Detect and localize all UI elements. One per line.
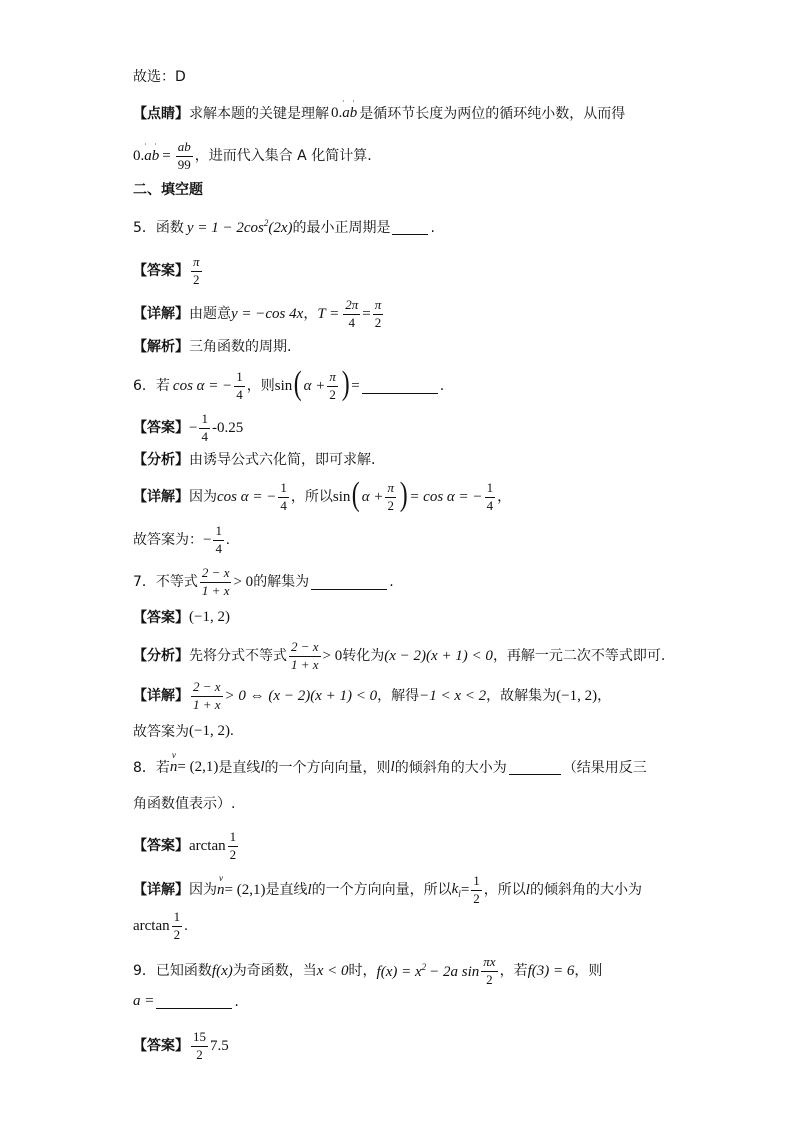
fraction-inequality: $\frac{2 - x}{1 + x}$ <box>201 565 230 598</box>
q6-period: . <box>439 378 445 395</box>
q8-detail-text-2: 的一个方向向量，所以 <box>311 882 452 899</box>
q6-sin: sin <box>274 377 293 394</box>
repeating-decimal-2: 0. · · ab <box>133 139 160 164</box>
q9-formula: $f(x) = x^2 - 2a$ sin <box>376 961 480 980</box>
question-7 <box>133 566 733 599</box>
q5-answer-fraction: $\frac{\pi}{2}$ <box>193 254 200 287</box>
fraction-ab-99: $\frac{ab}{99}$ <box>177 139 191 172</box>
q7-interval: (−1, 2) <box>556 687 598 704</box>
q8-text-5: 角函数值表示）. <box>133 796 236 812</box>
q8-detail-line-2 <box>133 910 733 943</box>
q7-answer-interval: (−1, 2) <box>189 609 230 625</box>
q7-quadratic: (x − 2)(x + 1) < 0 <box>384 647 493 664</box>
question-9 <box>133 955 733 988</box>
equals-sign: = <box>460 881 470 898</box>
q6-final-line <box>133 524 733 557</box>
q6-detail-because: 因为 <box>189 489 217 506</box>
final-answer-label: 故答案为： <box>133 532 203 549</box>
q7-analysis-text-2: ，再解一元二次不等式即可. <box>492 648 666 665</box>
analysis-tag: 【分析】 <box>133 452 189 468</box>
fraction-2pi-4: $\frac{2\pi}{4}$ <box>345 297 359 330</box>
q5-analysis-text: 三角函数的周期. <box>189 339 292 355</box>
conclusion-line <box>133 70 733 84</box>
fraction-pix-2: $\frac{\pi x}{2}$ <box>483 954 496 987</box>
q8-text-4: （结果用反三 <box>562 759 647 776</box>
answer-tag: 【答案】 <box>133 1038 189 1055</box>
q8-detail-text-1: 是直线 <box>265 882 308 899</box>
q7-analysis-text: 先将分式不等式 <box>189 648 287 665</box>
vector-n: v n <box>217 872 225 898</box>
section-heading: 二、填空题 <box>133 182 203 198</box>
q7-text: 的解集为 <box>253 574 310 591</box>
q8-text-1: 是直线 <box>218 759 261 776</box>
q9-text-1: 为奇函数，当 <box>232 963 317 980</box>
q7-answer-blank <box>311 575 387 590</box>
fraction-1-2: $\frac{1}{2}$ <box>173 909 181 942</box>
question-9-cont <box>133 994 733 1009</box>
q8-detail-vector-value: = (2,1) <box>224 881 266 898</box>
q8-number: 8．若 <box>133 759 170 776</box>
left-paren: ( <box>294 365 302 403</box>
line-l: l <box>390 759 395 775</box>
fraction-pi-2: $\frac{\pi}{2}$ <box>374 297 382 330</box>
q7-analysis-line <box>133 640 733 673</box>
equals-sign: = <box>351 377 360 394</box>
q6-detail-result: = cos α = − <box>409 488 483 505</box>
equals-sign: = <box>162 147 171 164</box>
q8-vector-value: = (2,1) <box>177 759 219 775</box>
q7-final-line <box>133 724 733 739</box>
q5-detail-text: 由题意 <box>189 306 231 323</box>
question-5 <box>133 219 733 236</box>
minus-sign: − <box>203 531 212 548</box>
q6-answer-blank <box>362 379 438 394</box>
line-l: l <box>260 759 265 775</box>
period: . <box>225 531 230 548</box>
q8-text-3: 的倾斜角的大小为 <box>394 759 507 776</box>
q8-answer-blank <box>509 760 561 775</box>
q7-convert-text: 转化为 <box>342 648 385 665</box>
comma: ， <box>303 306 318 323</box>
key-point-text-3: ，进而代入集合 A 化简计算. <box>194 148 372 165</box>
q6-number: 6．若 <box>133 378 170 395</box>
section-heading-line <box>133 183 733 197</box>
q7-equivalence: > 0 ⇔ (x − 2)(x + 1) < 0 <box>224 687 378 704</box>
q8-text-2: 的一个方向向量，则 <box>264 759 391 776</box>
detail-tag: 【详解】 <box>133 306 189 323</box>
comma: ， <box>497 489 512 506</box>
arctan: arctan <box>189 837 226 854</box>
q7-number: 7．不等式 <box>133 574 198 591</box>
q9-text-2: 时， <box>348 963 377 980</box>
key-point-line-2 <box>133 140 733 173</box>
q5-detail-line <box>133 298 733 331</box>
q7-period: . <box>389 574 394 591</box>
detail-tag: 【详解】 <box>133 489 189 506</box>
q9-text-4: ，则 <box>574 963 603 980</box>
greater-than-zero: > 0 <box>322 647 343 664</box>
q5-number: 5．函数 <box>133 219 184 236</box>
q7-solve-text: ，解得 <box>377 688 420 705</box>
q9-a-equals: a = <box>133 993 155 1009</box>
q7-final-interval: (−1, 2) <box>189 723 230 739</box>
fraction-15-2: $\frac{15}{2}$ <box>193 1029 206 1062</box>
q6-analysis-text: 由诱导公式六化简，即可求解. <box>189 452 376 468</box>
q5-answer-line <box>133 255 733 288</box>
q6-cos: cos α = − <box>172 377 233 394</box>
fraction-1-4: $\frac{1}{4}$ <box>486 480 494 513</box>
q5-detail-formula: y = −cos 4x <box>231 305 304 322</box>
key-point-tag: 【点睛】 <box>133 105 189 122</box>
q8-detail-text-4: 的倾斜角的大小为 <box>529 882 642 899</box>
q9-text-3: ，若 <box>499 963 528 980</box>
fraction-pi-2: $\frac{\pi}{2}$ <box>329 369 336 402</box>
q7-answer-line <box>133 610 733 625</box>
period: . <box>184 917 188 934</box>
repeating-decimal: 0. · · ab <box>331 97 358 121</box>
analysis-tag: 【解析】 <box>133 339 189 355</box>
key-point-text-2: 是循环节长度为两位的循环纯小数，从而得 <box>359 105 626 122</box>
q9-given: f(3) = 6 <box>527 962 575 979</box>
q6-answer-line <box>133 412 733 445</box>
q7-range: −1 < x < 2 <box>419 687 487 704</box>
q6-answer-decimal: -0.25 <box>211 419 244 436</box>
comma: ， <box>597 688 612 705</box>
q9-answer-line <box>133 1030 733 1063</box>
q9-number: 9．已知函数 <box>133 963 212 980</box>
right-paren: ) <box>399 476 408 514</box>
question-8-cont <box>133 797 733 811</box>
fraction-inequality: $\frac{2 - x}{1 + x}$ <box>193 679 221 712</box>
q6-detail-line <box>133 476 733 514</box>
final-answer-label: 故答案为 <box>133 723 189 740</box>
q6-alpha-plus: α + <box>303 377 326 394</box>
answer-tag: 【答案】 <box>133 420 189 437</box>
q6-detail-sin: sin <box>332 488 351 505</box>
detail-tag: 【详解】 <box>133 688 189 705</box>
q9-period: . <box>234 993 239 1010</box>
fraction-1-4: $\frac{1}{4}$ <box>201 411 208 444</box>
detail-tag: 【详解】 <box>133 882 189 899</box>
q5-formula: $y = 1 - 2\cos^2(2x)$ <box>186 218 293 236</box>
line-l: l <box>307 881 312 898</box>
q6-detail-cos: cos α = − <box>217 488 277 505</box>
q5-answer-blank <box>392 220 428 235</box>
fraction-inequality: $\frac{2 - x}{1 + x}$ <box>291 639 319 672</box>
q9-condition: x < 0 <box>316 962 349 979</box>
slope-k: $k_l$ <box>451 880 461 899</box>
answer-tag: 【答案】 <box>133 263 189 280</box>
q8-detail-text-3: ，所以 <box>483 882 526 899</box>
fraction-1-2: $\frac{1}{2}$ <box>229 829 237 862</box>
left-paren: ( <box>352 476 361 514</box>
conclusion-text: 故选：D <box>133 69 186 85</box>
line-l: l <box>525 881 530 898</box>
fraction-1-4: $\frac{1}{4}$ <box>215 523 222 556</box>
q8-detail-because: 因为 <box>189 882 217 899</box>
q5-text: 的最小正周期是 <box>292 219 391 236</box>
equals-sign: = <box>362 305 371 322</box>
right-paren: ) <box>341 365 350 403</box>
q7-solution-set-text: ，故解集为 <box>486 688 557 705</box>
minus-sign: − <box>189 419 198 436</box>
fraction-1-2: $\frac{1}{2}$ <box>473 873 480 906</box>
key-point-text: 求解本题的关键是理解 <box>189 105 329 122</box>
answer-tag: 【答案】 <box>133 609 189 626</box>
q5-period: . <box>430 219 435 236</box>
q8-answer-line <box>133 830 733 863</box>
period: . <box>229 723 234 739</box>
question-6 <box>133 365 733 403</box>
question-8 <box>133 750 733 776</box>
fraction-pi-2: $\frac{\pi}{2}$ <box>387 480 394 513</box>
q6-then: ，则 <box>246 378 275 395</box>
key-point-line <box>133 97 733 122</box>
fraction-1-4: $\frac{1}{4}$ <box>236 369 243 402</box>
fraction-1-4: $\frac{1}{4}$ <box>280 480 287 513</box>
period-t: T = <box>317 305 340 322</box>
answer-tag: 【答案】 <box>133 838 189 855</box>
greater-than-zero: > 0 <box>233 573 254 590</box>
q8-detail-line <box>133 874 733 907</box>
q7-detail-line <box>133 680 733 713</box>
q9-answer-blank <box>156 994 232 1009</box>
q6-detail-so: ，所以 <box>290 489 333 506</box>
q6-analysis-line <box>133 453 733 467</box>
arctan: arctan <box>133 917 170 934</box>
q5-analysis-line <box>133 340 733 354</box>
analysis-tag: 【分析】 <box>133 648 189 665</box>
q9-answer-decimal: 7.5 <box>210 1037 229 1054</box>
q6-detail-alpha-plus: α + <box>361 488 384 505</box>
function-f: f(x) <box>211 962 233 979</box>
vector-n: v n <box>169 750 178 775</box>
